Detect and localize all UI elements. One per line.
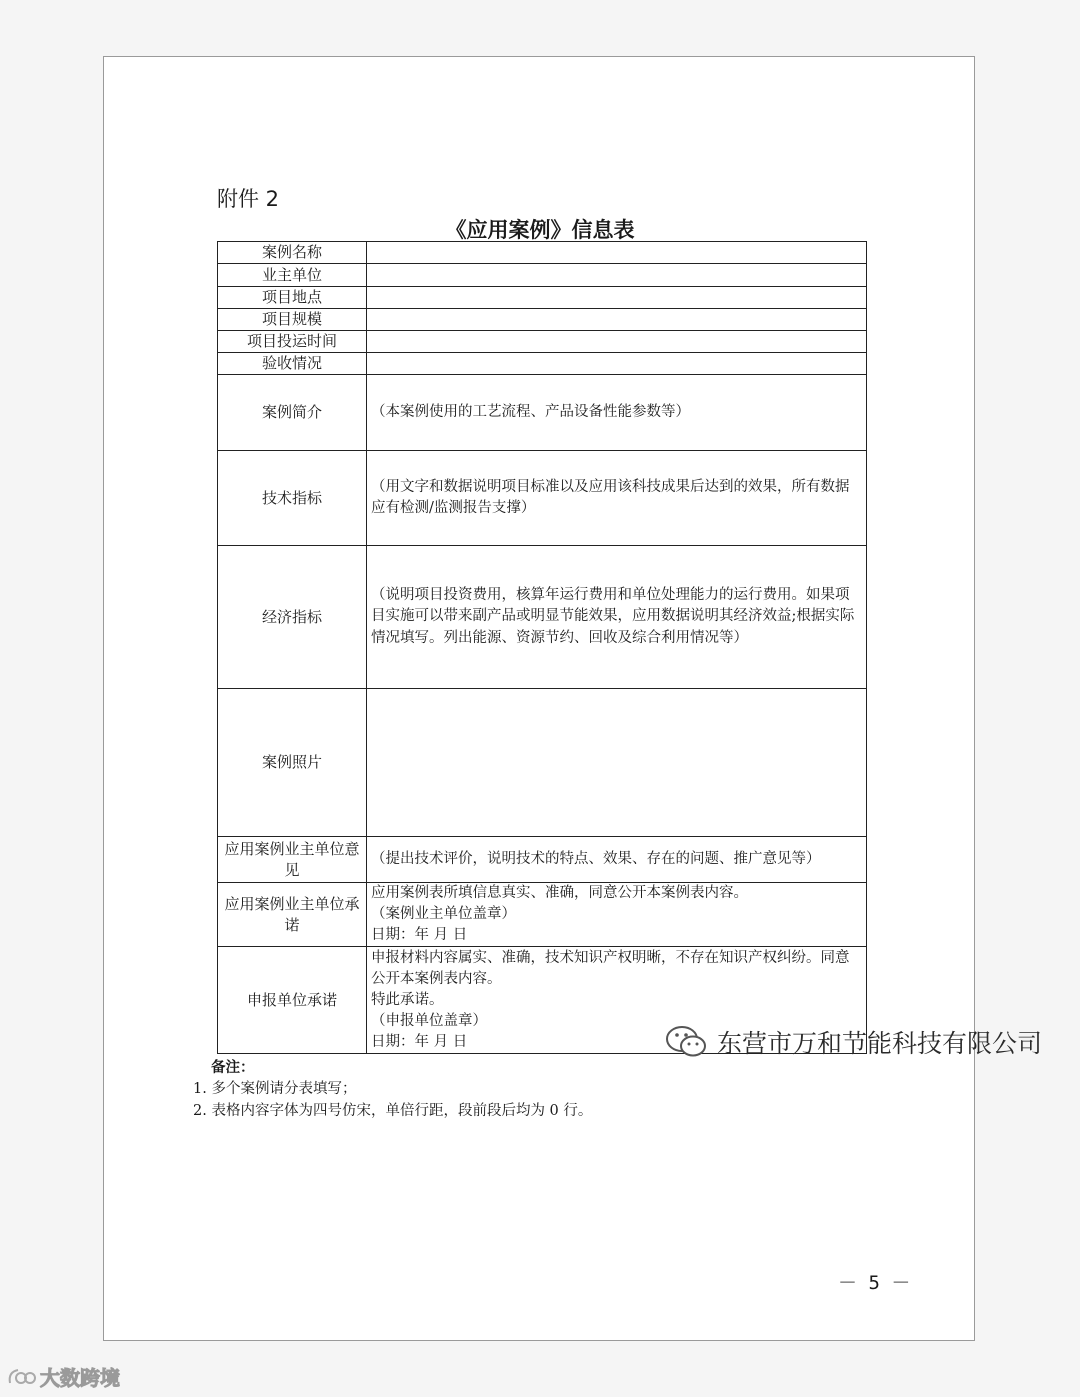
applicant-promise-text: 申报材料内容属实、准确，技术知识产权明晰，不存在知识产权纠纷。同意公开本案例表内容。: [371, 949, 850, 987]
owner-seal-text: （案例业主单位盖章）: [371, 906, 516, 923]
applicant-promise-label: 申报单位承诺: [218, 947, 367, 1054]
row-economic: [218, 546, 867, 689]
case-name-label: 案例名称: [218, 242, 367, 264]
owner-opinion-field[interactable]: （提出技术评价，说明技术的特点、效果、存在的问题、推广意见等）: [367, 837, 867, 883]
photos-label: 案例照片: [218, 689, 367, 837]
row-case-intro: [218, 375, 867, 451]
acceptance-label: 验收情况: [218, 353, 367, 375]
case-intro-label: 案例简介: [218, 375, 367, 451]
owner-promise-label: 应用案例业主单位承诺: [218, 883, 367, 947]
brand-logo-icon: [6, 1366, 36, 1388]
row-acceptance: [218, 353, 867, 375]
page-number: － 5 －: [838, 1272, 911, 1294]
operation-time-field[interactable]: [367, 331, 867, 353]
row-project-scale: [218, 309, 867, 331]
platform-watermark: [6, 1362, 120, 1391]
attachment-label: 附件 2: [217, 187, 280, 211]
company-watermark: [665, 1024, 1042, 1060]
info-table: [217, 241, 867, 1054]
acceptance-field[interactable]: [367, 353, 867, 375]
owner-opinion-label: 应用案例业主单位意见: [218, 837, 367, 883]
row-photos: [218, 689, 867, 837]
row-case-name: [218, 242, 867, 264]
row-operation-time: [218, 331, 867, 353]
technical-label: 技术指标: [218, 451, 367, 546]
project-scale-field[interactable]: [367, 309, 867, 331]
economic-label: 经济指标: [218, 546, 367, 689]
owner-promise-text: 应用案例表所填信息真实、准确，同意公开本案例表内容。: [371, 885, 748, 901]
operation-time-label: 项目投运时间: [218, 331, 367, 353]
platform-name: 大数跨境: [40, 1366, 120, 1390]
photos-field[interactable]: [367, 689, 867, 837]
economic-field[interactable]: （说明项目投资费用，核算年运行费用和单位处理能力的运行费用。如果项目实施可以带来副产品或明显节能效果，应用数据说明其经济效益;根据实际情况填写。列出能源、资源节约、回收及综合利用情况等）: [367, 546, 867, 689]
technical-field[interactable]: （用文字和数据说明项目标准以及应用该科技成果后达到的效果，所有数据应有检测/监测报告支撑）: [367, 451, 867, 546]
applicant-date-text: 日期：年 月 日: [371, 1033, 468, 1050]
project-location-label: 项目地点: [218, 287, 367, 309]
row-owner-promise: [218, 883, 867, 947]
company-name: 东营市万和节能科技有限公司: [716, 1029, 1042, 1058]
wechat-icon: [665, 1024, 709, 1060]
row-owner-opinion: [218, 837, 867, 883]
owner-unit-label: 业主单位: [218, 264, 367, 287]
case-intro-field[interactable]: （本案例使用的工艺流程、产品设备性能参数等）: [367, 375, 867, 451]
form-title: 《应用案例》信息表: [445, 218, 635, 242]
notes-title: 备注：: [211, 1059, 255, 1076]
project-scale-label: 项目规模: [218, 309, 367, 331]
project-location-field[interactable]: [367, 287, 867, 309]
applicant-promise-closing: 特此承诺。: [371, 991, 444, 1008]
row-technical: [218, 451, 867, 546]
row-owner-unit: [218, 264, 867, 287]
row-project-location: [218, 287, 867, 309]
note-item-2: 2. 表格内容字体为四号仿宋，单倍行距，段前段后均为 0 行。: [193, 1102, 593, 1119]
owner-unit-field[interactable]: [367, 264, 867, 287]
notes-block: [193, 1057, 592, 1122]
note-item-1: 1. 多个案例请分表填写；: [193, 1080, 357, 1097]
case-name-field[interactable]: [367, 242, 867, 264]
owner-date-text: 日期：年 月 日: [371, 927, 468, 944]
owner-promise-field[interactable]: [367, 883, 867, 947]
applicant-seal-text: （申报单位盖章）: [371, 1012, 487, 1029]
